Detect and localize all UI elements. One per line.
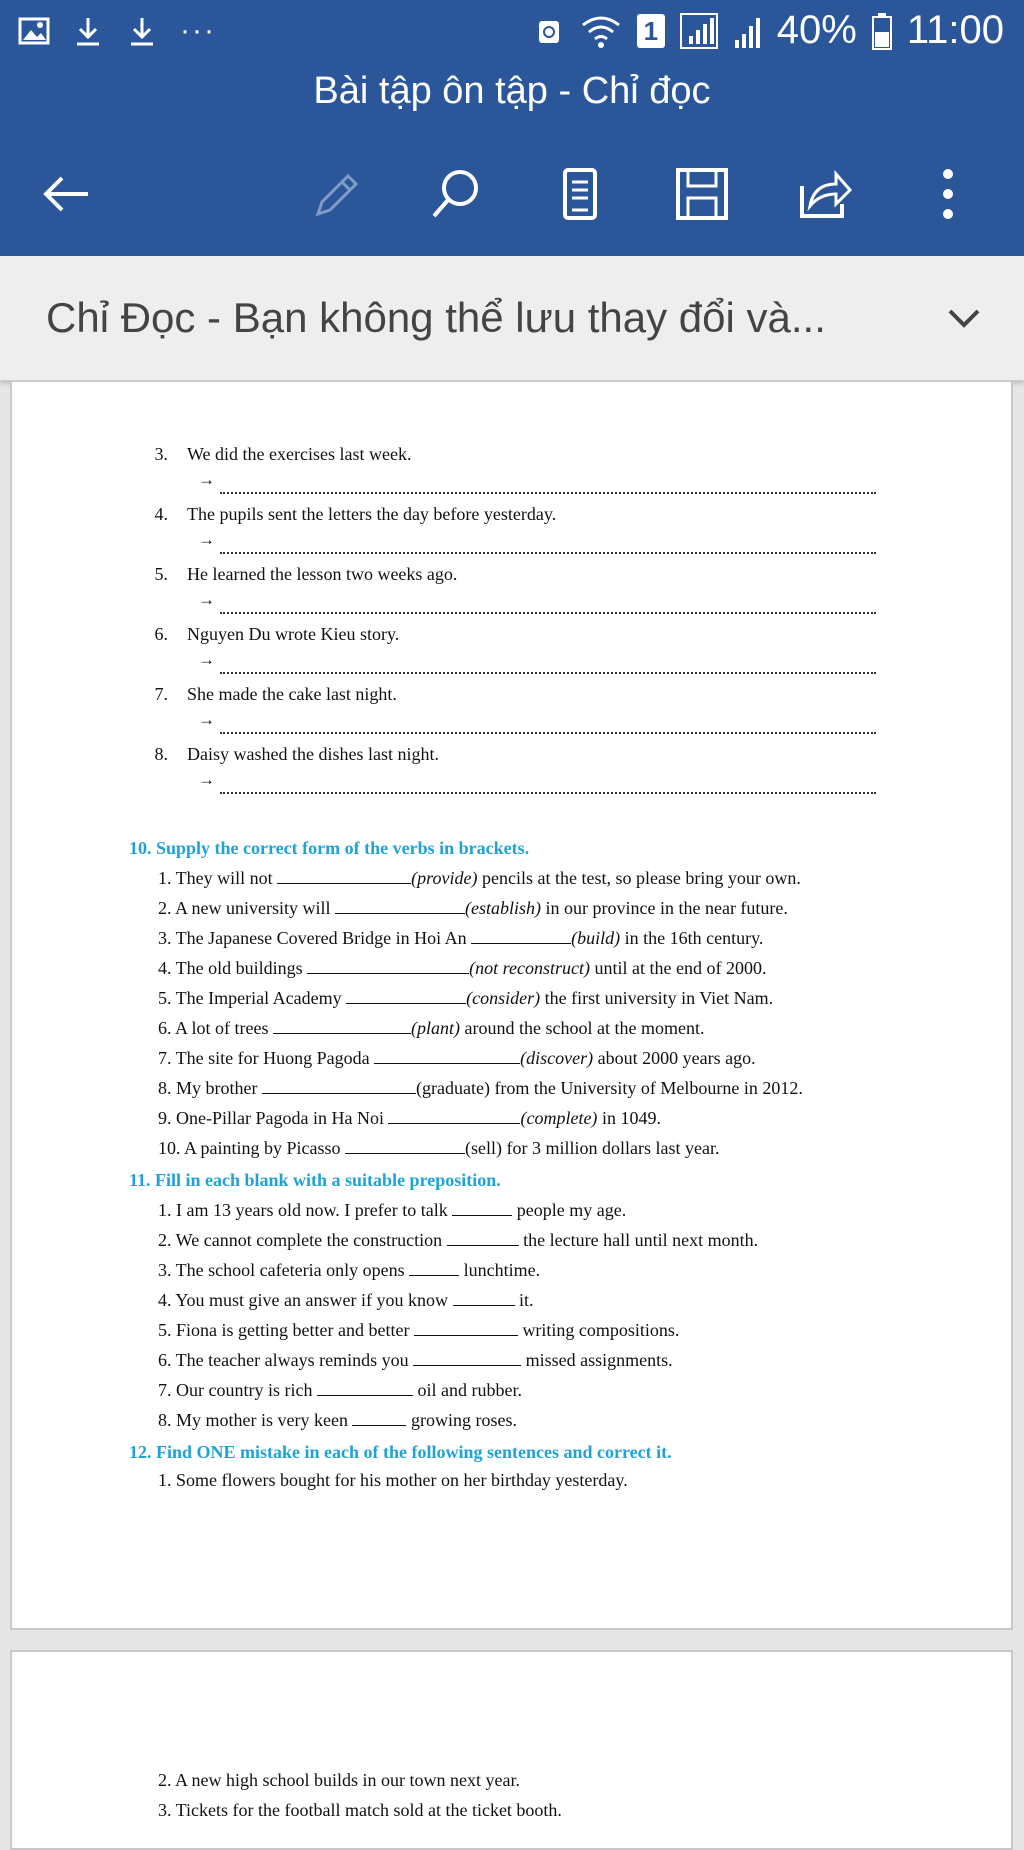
item-text: until at the end of 2000. bbox=[589, 958, 767, 978]
list-item bbox=[158, 1260, 540, 1281]
item-text: it. bbox=[514, 1290, 534, 1310]
verb-hint: (discover) bbox=[520, 1048, 594, 1068]
item-number: 3. bbox=[154, 444, 168, 464]
item-text: lunchtime. bbox=[459, 1260, 541, 1280]
answer-blank bbox=[307, 959, 469, 974]
section-heading: 10. Supply the correct form of the verbs in brackets. bbox=[129, 838, 530, 858]
list-item bbox=[158, 898, 788, 919]
item-text: 7. Our country is rich bbox=[158, 1380, 317, 1400]
item-text: the first university in Viet Nam. bbox=[540, 988, 774, 1008]
status-bar bbox=[0, 0, 1024, 72]
item-text: about 2000 years ago. bbox=[593, 1048, 756, 1068]
list-item bbox=[158, 1290, 534, 1311]
answer-blank bbox=[346, 989, 466, 1004]
answer-line bbox=[198, 470, 876, 496]
list-item bbox=[158, 988, 773, 1009]
item-number: 7. bbox=[154, 684, 168, 704]
answer-line bbox=[198, 650, 876, 676]
verb-hint: (build) bbox=[571, 928, 621, 948]
list-item bbox=[158, 1108, 661, 1129]
battery-percent: 40% bbox=[776, 8, 857, 52]
item-number: 8. bbox=[154, 744, 168, 764]
verb-hint: (not reconstruct) bbox=[469, 958, 590, 978]
arrow-icon: → bbox=[198, 530, 215, 549]
verb-hint: (graduate) bbox=[415, 1078, 490, 1098]
list-item: 2. A new high school builds in our town next year. bbox=[158, 1770, 520, 1790]
answer-blank bbox=[388, 1109, 520, 1124]
item-text: 8. My mother is very keen bbox=[158, 1410, 353, 1430]
item-text: 9. One-Pillar Pagoda in Ha Noi bbox=[158, 1108, 389, 1128]
list-item bbox=[158, 1200, 626, 1221]
list-item bbox=[158, 958, 766, 979]
list-item: 1. Some flowers bought for his mother on her birthday yesterday. bbox=[158, 1470, 628, 1490]
list-item bbox=[158, 1320, 679, 1341]
answer-blank bbox=[317, 1381, 413, 1396]
item-number: 5. bbox=[154, 564, 168, 584]
list-item bbox=[158, 1410, 517, 1431]
signal-icon bbox=[679, 12, 719, 50]
list-item: Nguyen Du wrote Kieu story. bbox=[187, 624, 400, 644]
answer-line bbox=[198, 710, 876, 736]
list-item: Daisy washed the dishes last night. bbox=[187, 744, 439, 764]
item-text: 8. My brother bbox=[158, 1078, 262, 1098]
section-heading: 12. Find ONE mistake in each of the following sentences and correct it. bbox=[129, 1442, 672, 1462]
item-text: growing roses. bbox=[406, 1410, 517, 1430]
item-text: 5. The Imperial Academy bbox=[158, 988, 347, 1008]
item-text: 6. The teacher always reminds you bbox=[158, 1350, 414, 1370]
document-page bbox=[10, 1650, 1013, 1850]
answer-blank bbox=[374, 1049, 520, 1064]
arrow-icon: → bbox=[198, 710, 215, 729]
clock: 11:00 bbox=[906, 8, 1004, 52]
list-item bbox=[158, 1138, 719, 1159]
list-item: The pupils sent the letters the day before yesterday. bbox=[187, 504, 557, 524]
item-text: 3. The school cafeteria only opens bbox=[158, 1260, 410, 1280]
document-page bbox=[10, 382, 1013, 1630]
verb-hint: (consider) bbox=[466, 988, 541, 1008]
answer-line bbox=[198, 770, 876, 796]
document-title: Bài tập ôn tập - Chỉ đọc bbox=[313, 70, 711, 112]
item-text: oil and rubber. bbox=[412, 1380, 522, 1400]
item-text: the lecture hall until next month. bbox=[518, 1230, 759, 1250]
back-arrow-icon bbox=[38, 166, 94, 222]
item-text: in our province in the near future. bbox=[541, 898, 788, 918]
answer-line bbox=[198, 590, 876, 616]
gallery-icon bbox=[18, 15, 50, 47]
arrow-icon: → bbox=[198, 650, 215, 669]
item-text: 4. The old buildings bbox=[158, 958, 308, 978]
item-text: 3. The Japanese Covered Bridge in Hoi An bbox=[158, 928, 472, 948]
list-item: She made the cake last night. bbox=[187, 684, 397, 704]
answer-blank bbox=[335, 899, 465, 914]
answer-blank bbox=[447, 1231, 519, 1246]
item-number: 4. bbox=[154, 504, 168, 524]
list-item: We did the exercises last week. bbox=[187, 444, 412, 464]
dotted-line bbox=[220, 672, 876, 674]
search-button[interactable] bbox=[424, 162, 488, 226]
answer-blank bbox=[262, 1079, 416, 1094]
answer-blank bbox=[471, 929, 571, 944]
list-item: 3. Tickets for the football match sold at the ticket booth. bbox=[158, 1800, 562, 1820]
more-dots-icon: ··· bbox=[180, 14, 216, 47]
item-text: 1. I am 13 years old now. I prefer to talk bbox=[158, 1200, 453, 1220]
answer-blank bbox=[277, 869, 411, 884]
section-heading: 11. Fill in each blank with a suitable preposition. bbox=[129, 1170, 501, 1190]
answer-blank bbox=[345, 1139, 465, 1154]
share-icon bbox=[796, 166, 852, 222]
save-icon bbox=[674, 166, 730, 222]
item-text: for 3 million dollars last year. bbox=[502, 1138, 720, 1158]
list-item: He learned the lesson two weeks ago. bbox=[187, 564, 458, 584]
item-text: 4. You must give an answer if you know bbox=[158, 1290, 453, 1310]
wifi-icon bbox=[579, 13, 623, 49]
more-options-button[interactable] bbox=[916, 162, 980, 226]
dotted-line bbox=[220, 612, 876, 614]
list-item bbox=[158, 1018, 704, 1039]
answer-blank bbox=[453, 1291, 515, 1306]
read-only-banner[interactable] bbox=[0, 256, 1024, 381]
item-text: missed assignments. bbox=[521, 1350, 673, 1370]
answer-blank bbox=[409, 1261, 459, 1276]
signal-icon bbox=[733, 12, 763, 50]
edit-button[interactable] bbox=[304, 162, 368, 226]
item-text: 1. They will not bbox=[158, 868, 278, 888]
list-item bbox=[158, 1350, 673, 1371]
pencil-icon bbox=[308, 166, 364, 222]
list-item bbox=[158, 1380, 522, 1401]
item-text: 7. The site for Huong Pagoda bbox=[158, 1048, 375, 1068]
item-text: 5. Fiona is getting better and better bbox=[158, 1320, 414, 1340]
search-icon bbox=[428, 166, 484, 222]
answer-blank bbox=[414, 1321, 518, 1336]
dotted-line bbox=[220, 732, 876, 734]
download-icon bbox=[72, 15, 104, 47]
recycle-icon bbox=[533, 15, 565, 47]
answer-blank bbox=[413, 1351, 521, 1366]
item-text: 2. A new university will bbox=[158, 898, 335, 918]
item-text: pencils at the test, so please bring your own. bbox=[477, 868, 801, 888]
list-item bbox=[158, 928, 763, 949]
arrow-icon: → bbox=[198, 770, 215, 789]
back-button[interactable] bbox=[34, 162, 98, 226]
item-text: people my age. bbox=[512, 1200, 627, 1220]
more-vertical-icon bbox=[920, 166, 976, 222]
item-text: 2. We cannot complete the construction bbox=[158, 1230, 447, 1250]
item-text: in the 16th century. bbox=[620, 928, 764, 948]
save-button[interactable] bbox=[670, 162, 734, 226]
list-item bbox=[158, 868, 801, 889]
verb-hint: (establish) bbox=[465, 898, 541, 918]
verb-hint: (complete) bbox=[520, 1108, 598, 1128]
item-text: 6. A lot of trees bbox=[158, 1018, 273, 1038]
answer-blank bbox=[273, 1019, 411, 1034]
toolbar bbox=[0, 150, 1024, 234]
item-number: 6. bbox=[154, 624, 168, 644]
dotted-line bbox=[220, 792, 876, 794]
download-icon bbox=[126, 15, 158, 47]
list-item bbox=[158, 1230, 758, 1251]
arrow-icon: → bbox=[198, 470, 215, 489]
app-header bbox=[0, 0, 1024, 256]
banner-text: Chỉ Đọc - Bạn không thể lưu thay đổi và... bbox=[46, 294, 826, 341]
answer-blank bbox=[352, 1411, 406, 1426]
dotted-line bbox=[220, 552, 876, 554]
chevron-down-icon[interactable] bbox=[944, 298, 984, 338]
read-mode-icon bbox=[552, 166, 608, 222]
read-mode-button[interactable] bbox=[548, 162, 612, 226]
answer-blank bbox=[452, 1201, 512, 1216]
list-item bbox=[158, 1078, 803, 1099]
battery-icon bbox=[871, 12, 893, 50]
sim-icon: 1 bbox=[637, 14, 665, 48]
arrow-icon: → bbox=[198, 590, 215, 609]
dotted-line bbox=[220, 492, 876, 494]
item-text: 10. A painting by Picasso bbox=[158, 1138, 346, 1158]
verb-hint: (plant) bbox=[411, 1018, 460, 1038]
item-text: around the school at the moment. bbox=[460, 1018, 705, 1038]
share-button[interactable] bbox=[792, 162, 856, 226]
list-item bbox=[158, 1048, 756, 1069]
item-text: in 1049. bbox=[597, 1108, 661, 1128]
verb-hint: (provide) bbox=[411, 868, 478, 888]
item-text: from the University of Melbourne in 2012. bbox=[489, 1078, 803, 1098]
verb-hint: (sell) bbox=[465, 1138, 502, 1158]
item-text: writing compositions. bbox=[517, 1320, 680, 1340]
answer-line bbox=[198, 530, 876, 556]
